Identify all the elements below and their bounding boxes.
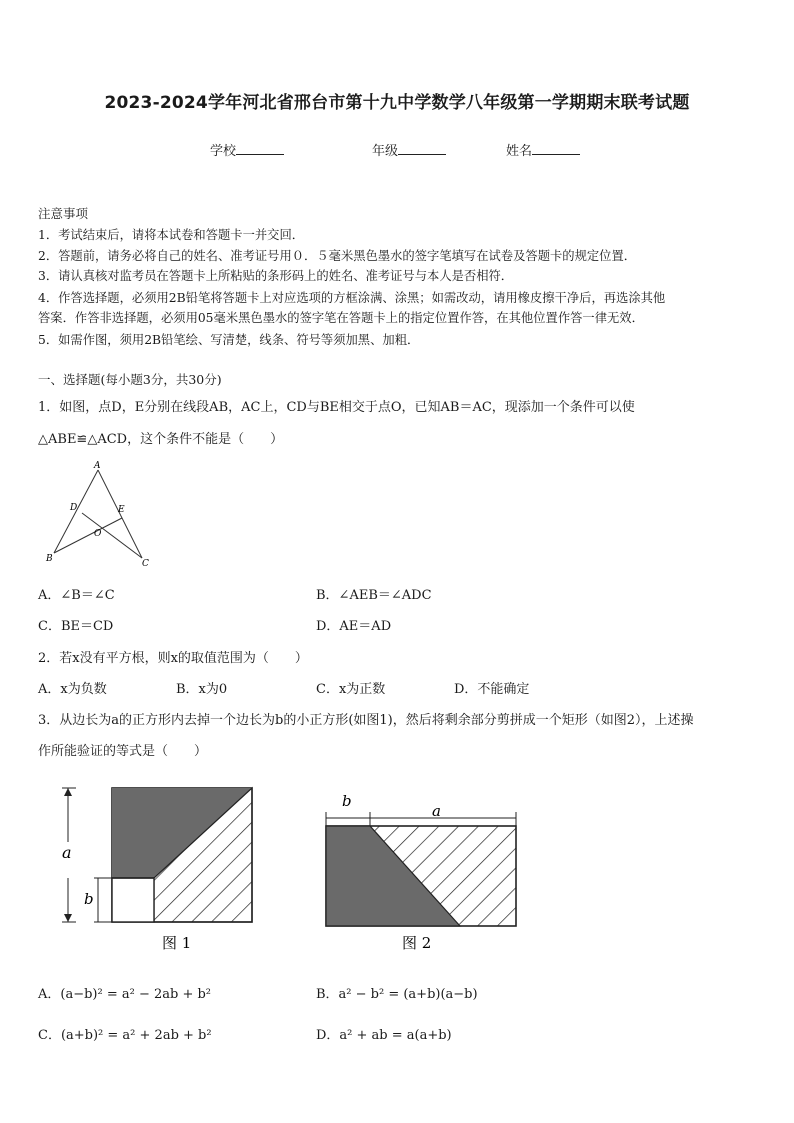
grade-label: 年级 [372, 144, 399, 159]
q3-stem-line1: 3．从边长为a的正方形内去掉一个边长为b的小正方形(如图1)，然后将剩余部分剪拼成一个矩形（如图2），上述操 [38, 713, 694, 728]
school-field [210, 140, 284, 159]
q1-option-d: D．AE＝AD [316, 619, 392, 634]
exam-title: 2023-2024学年河北省邢台市第十九中学数学八年级第一学期期末联考试题 [104, 93, 690, 113]
name-label: 姓名 [506, 144, 533, 159]
q2-option-c: C．x为正数 [316, 682, 386, 697]
q2-option-b: B．x为0 [176, 682, 228, 697]
note-2: 2．答题前，请务必将自己的姓名、准考证号用０．５毫米黑色墨水的签字笔填写在试卷及答题卡的规定位置． [38, 249, 637, 263]
q1-option-a: A．∠B＝∠C [38, 588, 115, 603]
q2-option-d: D．不能确定 [454, 682, 530, 697]
q3-option-d: D．a² + ab = a(a+b) [316, 1028, 452, 1043]
fig-label-a: A [94, 461, 101, 471]
q2-stem: 2．若x没有平方根，则x的取值范围为（ ） [38, 651, 308, 666]
q3-option-c: C．(a+b)² = a² + 2ab + b² [38, 1028, 212, 1043]
fig-label-c: C [142, 559, 149, 569]
grade-blank [398, 142, 446, 155]
fig2-label-a: a [432, 802, 441, 820]
note-4: 4．作答选择题，必须用2B铅笔将答题卡上对应选项的方框涂满、涂黑；如需改动，请用橡皮擦干净后，再选涂其他 [38, 291, 666, 305]
note-4-cont: 答案．作答非选择题，必须用05毫米黑色墨水的签字笔在答题卡上的指定位置作答，在其他位置作答一律无效． [38, 311, 644, 325]
q1-stem-line2: △ABE≌△ACD，这个条件不能是（ ） [38, 432, 284, 447]
q3-option-b: B．a² − b² = (a+b)(a−b) [316, 987, 478, 1002]
fig2-caption: 图 2 [402, 934, 432, 952]
q1-stem-line1: 1．如图，点D，E分别在线段AB，AC上，CD与BE相交于点O，已知AB＝AC，现添加一个条件可以使 [38, 400, 635, 415]
fig-label-d: D [70, 503, 78, 513]
note-1: 1．考试结束后，请将本试卷和答题卡一并交回． [38, 228, 305, 242]
school-blank [236, 142, 284, 155]
section-heading: 一、选择题(每小题3分，共30分) [38, 372, 222, 387]
notes-heading: 注意事项 [38, 206, 89, 221]
fig1-label-a: a [62, 843, 72, 862]
note-3: 3．请认真核对监考员在答题卡上所粘贴的条形码上的姓名、准考证号与本人是否相符． [38, 269, 514, 283]
q1-option-b: B．∠AEB＝∠ADC [316, 588, 432, 603]
q2-option-a: A．x为负数 [38, 682, 107, 697]
fig-label-e: E [118, 505, 125, 515]
q3-stem-line2: 作所能验证的等式是（ ） [38, 744, 208, 759]
fig1-caption: 图 1 [162, 934, 192, 952]
q3-figure-2 [320, 786, 520, 956]
fig1-label-b: b [84, 890, 94, 908]
q1-option-c: C．BE＝CD [38, 619, 114, 634]
q3-option-a: A．(a−b)² = a² − 2ab + b² [38, 987, 212, 1002]
note-5: 5．如需作图，须用2B铅笔绘、写清楚，线条、符号等须加黑、加粗． [38, 333, 420, 347]
q3-figure-1 [54, 782, 264, 960]
school-label: 学校 [210, 144, 237, 159]
name-field [506, 140, 580, 159]
fig-label-b: B [46, 554, 53, 564]
q1-triangle-figure [40, 458, 160, 570]
fig2-label-b: b [342, 792, 352, 810]
fig-label-o: O [94, 529, 102, 539]
name-blank [532, 142, 580, 155]
grade-field [372, 140, 446, 159]
